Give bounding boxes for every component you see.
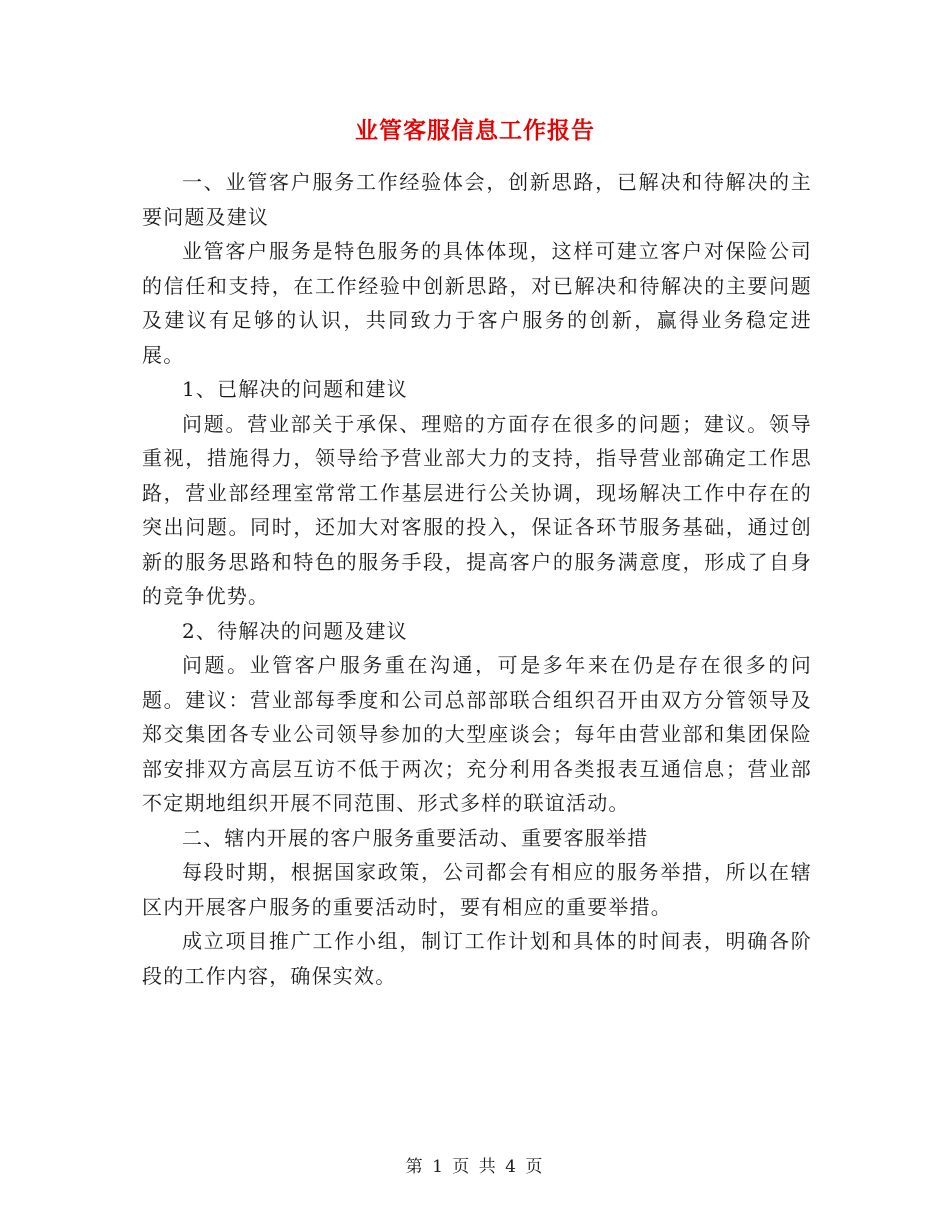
subheading-resolved: 1、已解决的问题和建议 — [182, 377, 408, 401]
paragraph-resolved: 问题。营业部关于承保、理赔的方面存在很多的问题；建议。领导重视，措施得力，领导给予营业部大力的支持，指导营业部确定工作思路，营业部经理室常常工作基层进行公关协调，现场解决工作中存在的突出问题。同时，还加大对客服的投入，保证各环节服务基础，通过创新的服务思路和特色的服务手段，提高客户的服务满意度，形成了自身的竞争优势。 — [142, 411, 812, 608]
document-body — [142, 165, 812, 993]
section-heading-1: 一、业管客户服务工作经验体会，创新思路，已解决和待解决的主要问题及建议 — [142, 170, 812, 229]
paragraph-pending: 问题。业管客户服务重在沟通，可是多年来在仍是存在很多的问题。建议：营业部每季度和公司总部部联合组织召开由双方分管领导及郑交集团各专业公司领导参加的大型座谈会；每年由营业部和集团保险部安排双方高层互访不低于两次；充分利用各类报表互通信息；营业部不定期地组织开展不同范围、形式多样的联谊活动。 — [142, 653, 812, 815]
subheading-pending: 2、待解决的问题及建议 — [182, 618, 408, 643]
paragraph-project-team: 成立项目推广工作小组，制订工作计划和具体的时间表，明确各阶段的工作内容，确保实效。 — [142, 929, 812, 988]
page-number-footer: 第 1 页 共 4 页 — [405, 1157, 545, 1177]
section-heading-2: 二、辖内开展的客户服务重要活动、重要客服举措 — [182, 825, 649, 850]
paragraph-measures: 每段时期，根据国家政策，公司都会有相应的服务举措，所以在辖区内开展客户服务的重要活动时，要有相应的重要举措。 — [142, 860, 812, 919]
paragraph-intro: 业管客户服务是特色服务的具体体现，这样可建立客户对保险公司的信任和支持，在工作经验中创新思路，对已解决和待解决的主要问题及建议有足够的认识，共同致力于客户服务的创新，赢得业务稳定进展。 — [142, 239, 812, 367]
document-title: 业管客服信息工作报告 — [355, 117, 595, 144]
